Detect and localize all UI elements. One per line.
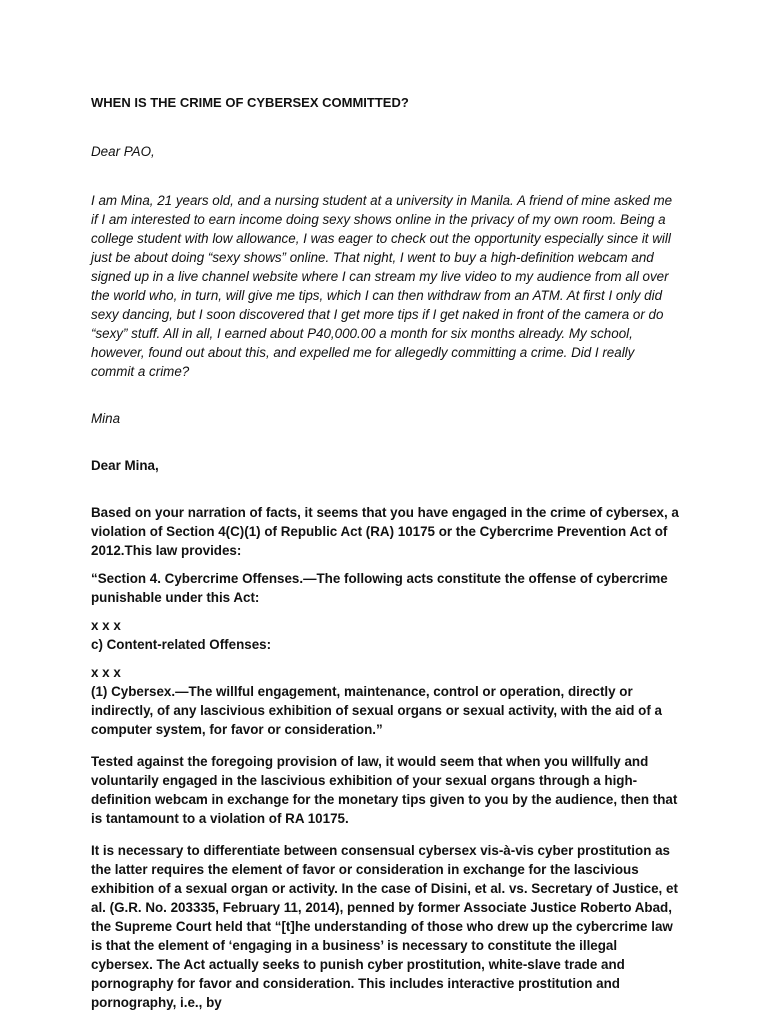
salutation-mina: Dear Mina,	[91, 458, 159, 473]
salutation-pao: Dear PAO,	[91, 144, 155, 159]
answer-intro-paragraph: Based on your narration of facts, it seems that you have engaged in the crime of cybersex, a violation of Section 4(C)(1) of Republic Act (RA) 10175 or the Cybercrime Prevention Act of 2012.This law provides:	[91, 505, 679, 558]
letter-body: I am Mina, 21 years old, and a nursing student at a university in Manila. A friend of mine asked me if I am interested to earn income doing sexy shows online in the privacy of my own room. Being a college student with low allowance, I was eager to check out the opportunity especially since it will just be about doing “sexy shows” online. That night, I went to buy a high-definition webcam and signed up in a live channel website where I can stream my live video to my audience from all over the world who, in turn, will give me tips, which I can then withdraw from an ATM. At first I only did sexy dancing, but I soon discovered that I get more tips if I get naked in front of the camera or do “sexy” stuff. All in all, I earned about P40,000.00 a month for six months already. My school, however, found out about this, and expelled me for allegedly committing a crime. Did I really commit a crime?	[91, 193, 673, 379]
tested-paragraph: Tested against the foregoing provision of law, it would seem that when you willfully and voluntarily engaged in the lascivious exhibition of your sexual organs through a high-definition webcam in exchange for the monetary tips given to you by the audience, then that is tantamount to a violation of RA 10175.	[91, 754, 678, 826]
ellipsis-marker-2: x x x	[91, 665, 121, 680]
section-4-quote: “Section 4. Cybercrime Offenses.—The following acts constitute the offense of cybercrime punishable under this Act:	[91, 571, 668, 605]
letter-signature: Mina	[91, 411, 121, 426]
cybersex-definition: (1) Cybersex.—The willful engagement, maintenance, control or operation, directly or indirectly, of any lascivious exhibition of sexual organs or sexual activity, with the aid of a computer system, for favor or consideration.”	[91, 684, 662, 737]
differentiate-paragraph: It is necessary to differentiate between consensual cybersex vis-à-vis cyber prostitution as the latter requires the element of favor or consideration in exchange for the lascivious exhibition of a sexual organ or activity. In the case of Disini, et al. vs. Secretary of Justice, et al. (G.R. No. 203335, February 11, 2014), penned by former Associate Justice Roberto Abad, the Supreme Court held that “[t]he understanding of those who drew up the cybercrime law is that the element of ‘engaging in a business’ is necessary to constitute the illegal cybersex. The Act actually seeks to punish cyber prostitution, white-slave trade and pornography for favor and consideration. This includes interactive prostitution and pornography, i.e., by	[91, 843, 678, 1010]
document-title: WHEN IS THE CRIME OF CYBERSEX COMMITTED?	[91, 95, 409, 110]
document-content	[91, 93, 681, 1012]
ellipsis-marker-1: x x x	[91, 618, 121, 633]
content-related-offenses-heading: c) Content-related Offenses:	[91, 637, 272, 652]
